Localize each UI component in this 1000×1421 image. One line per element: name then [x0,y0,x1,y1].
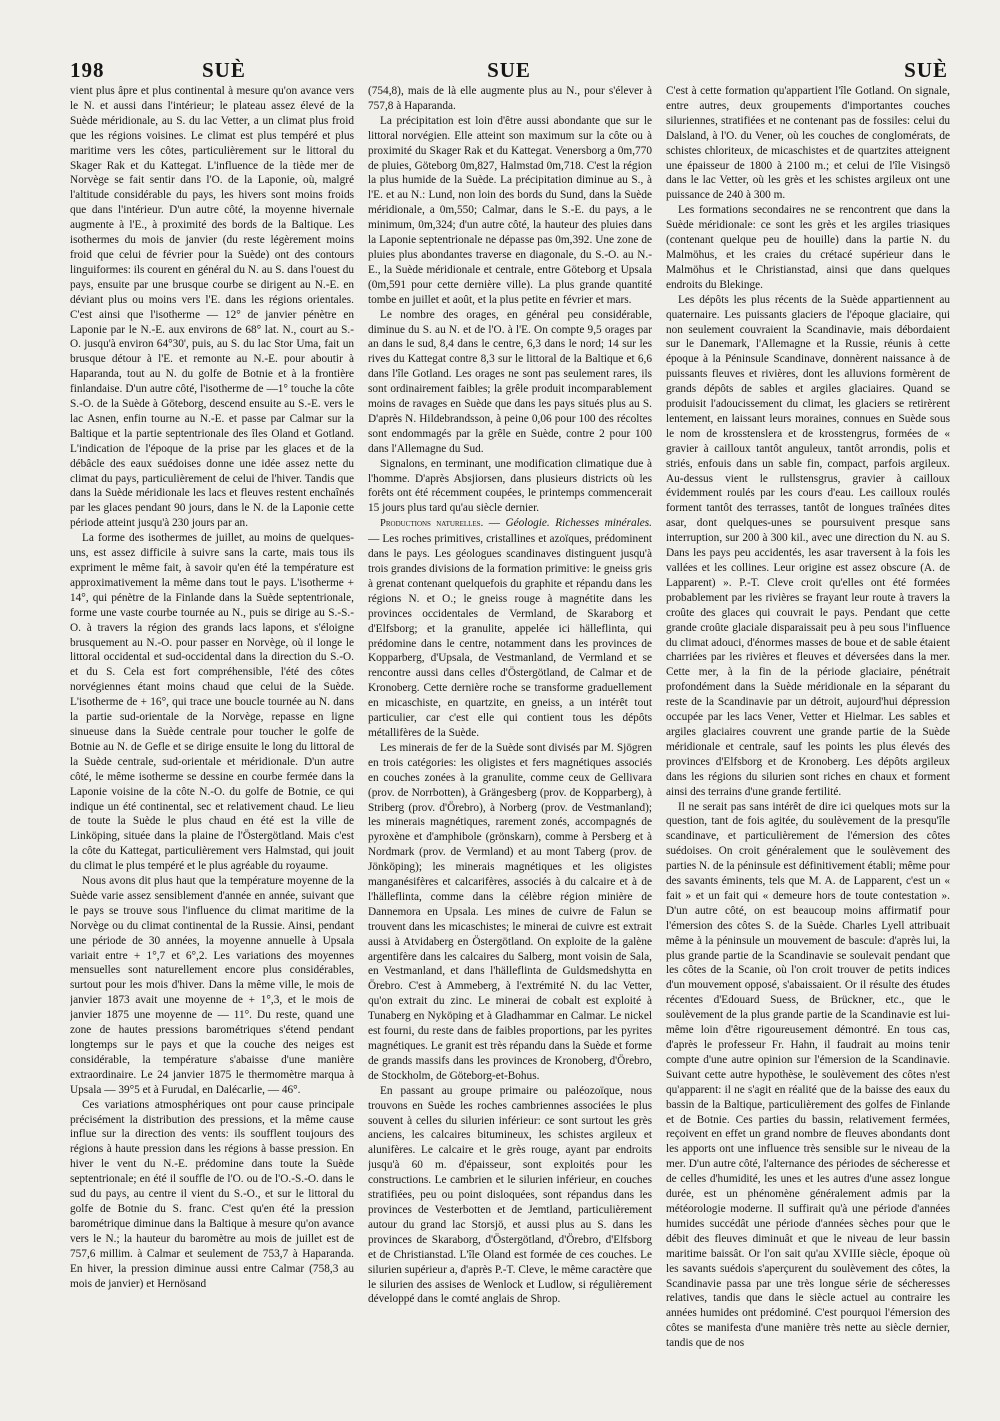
paragraph: La forme des isothermes de juillet, au moins de quelques-uns, est assez difficile à suivre sans la carte, mais tous ils expriment le même fait, à savoir qu'en été la température est approximativement la même dans tout le pays. L'isotherme + 14°, qui pénètre de la Finlande dans la Suède septentrionale, forme une vaste courbe tournée au N., puis se dirige au S.-S.-O. à travers la région des grands lacs lapons, et s'éloigne brusquement au N.-O. pour passer en Norvège, où il longe le littoral occidental et sud-occidental dans la direction du S.-O. et du S. Cela est fort compréhensible, l'été des côtes norvégiennes étant moins chaud que celui de la Suède. L'isotherme de + 16°, qui trace une boucle tournée au N. dans la partie sud-orientale de la Norvège, repasse en ligne sinueuse dans la Suède centrale pour toucher le golfe de Botnie au N. de Gefle et se dirige ensuite le long du littoral de la Suède centrale, sud-orientale et méridionale. D'un autre côté, le même isotherme se dessine en courbe fermée dans la Laponie voisine de la côte N.-O. du golfe de Botnie, ce qui indique un été continental, sec et relativement chaud. Le lieu de toute la Suède le plus chaud en été est la ville de Linköping, située dans la plaine de l'Östergötland. Mais c'est la côte du Kattegat, particulièrement vers Halmstad, qui jouit du climat le plus tempéré et le plus agréable du royaume. [70,532,354,873]
page-number: 198 [70,58,105,82]
section-heading: Productions naturelles. [380,518,484,530]
paragraph: La précipitation est loin d'être aussi abondante que sur le littoral norvégien. Elle atteint son maximum sur la côte ou à proximité du Skager Rak et du Kattegat. Venersborg a 0m,770 de pluies, Göteborg 0m,827, Halmstad 0m,718. C'est la région la plus humide de la Suède. La précipitation diminue au S., à l'E. et au N.: Lund, non loin des bords du Sund, dans la Suède méridionale, a 0m,550; Calmar, dans le S.-E. du pays, a le minimum, 0m,324; d'un autre côté, la hauteur des pluies dans la Laponie septentrionale ne dépasse pas 0m,392. Une zone de pluies plus abondantes traverse en diagonale, du S.-O. au N.-E., la Suède méridionale et centrale, entre Göteborg et Upsala (0m,591 pour cette dernière ville). La plus grande quantité tombe en juillet et août, et la plus petite en février et mars. [368,114,652,306]
paragraph: Les minerais de fer de la Suède sont divisés par M. Sjögren en trois catégories: les oligistes et fers magnétiques associés en couches zonées à la granulite, comme ceux de Gellivara (prov. de Norrbotten), à Grängesberg (prov. de Kopparberg), à Striberg (prov. d'Örebro), à Norberg (prov. de Vestmanland); les minerais magnétiques, rarement zonés, accompagnés de pyroxène et d'amphibole (grönskarn), comme à Persberg et à Nordmark (prov. de Vermland) et au mont Taberg (prov. de Jönköping); les minerais magnétiques et les oligistes manganésifères et calcarifères, associés à du calcaire et à de l'hälleflinta, comme dans la célèbre région minière de Dannemora en Upsala. Les mines de cuivre de Falun se trouvent dans les micaschistes; le minerai de cuivre est extrait aussi à Atvidaberg en Östergötland. On exploite de la galène argentifère dans les calcaires du Salberg, mont voisin de Sala, en Vestmanland, et dans l'hälleflinta de Guldsmedshytta en Örebro. C'est à Ammeberg, à l'extrémité N. du lac Vetter, qu'on extrait du zinc. Le minerai de cobalt est exploité à Tunaberg en Nyköping et à Gladhammar en Calmar. Le nickel est fourni, du reste dans de faibles proportions, par les pyrites magnétiques. Le granit est très répandu dans la Suède et forme de grands massifs dans les provinces de Kronoberg, d'Örebro, de Stockholm, de Göteborg-et-Bohus. [368,741,652,1082]
heading-dash: — [483,517,506,530]
paragraph: C'est à cette formation qu'appartient l'île Gotland. On signale, entre autres, deux groupements d'importantes couches siluriennes, stratifiées et ne contenant pas de fossiles: celui du Dalsland, à l'O. du Vener, où les couches de conglomérats, de schistes chloriteux, de micaschistes et de quartzites atteignent une épaisseur de 1800 à 2100 m.; et celui de l'île Visingsö dans le lac Vetter, où les grès et les schistes argileux ont une puissance de 240 à 300 m. [666,85,950,202]
paragraph: (754,8), mais de là elle augmente plus au N., pour s'élever à 757,8 à Haparanda. [368,85,652,112]
section-paragraph [368,516,652,741]
running-head-center: SUE [487,58,531,82]
paragraph: Il ne serait pas sans intérêt de dire ici quelques mots sur la question, tant de fois agitée, du soulèvement de la presqu'île scandinave, et particulièrement de l'émersion des côtes suédoises. On croit généralement que le soulèvement des parties N. de la péninsule est définitivement établi; même pour des savants éminents, tels que M. A. de Lapparent, c'est un « fait » et un fait qui « demeure hors de toute contestation ». D'un autre côté, on est beaucoup moins affirmatif pour l'émersion des côtes S. de la Suède. Charles Lyell attribuait même à la péninsule un mouvement de bascule: d'après lui, la plus grande partie de la Scandinavie se soulevait pendant que les côtes de la Scanie, où l'on croit trouver de petits indices d'un mouvement opposé, s'abaissaient. Or il résulte des études récentes d'Edouard Suess, de Brückner, etc., que le soulèvement de la plus grande partie de la Scandinavie est lui-même loin d'être rigoureusement démontré. En tous cas, d'après le professeur Fr. Hahn, il faudrait au moins tenir compte d'une autre opinion sur l'émersion de la Scandinavie. Suivant cette autre hypothèse, le soulèvement des côtes n'est qu'apparent: il ne s'agit en réalité que de la baisse des eaux du bassin de la Baltique, particulièrement des golfes de Finlande et de Botnie. Ces parties du bassin, relativement fermées, reçoivent en effet un grand nombre de fleuves abondants dont les apports ont une influence très sensible sur le niveau de la mer. D'un autre côté, l'alternance des périodes de sécheresse et de celles d'humidité, les unes et les autres d'une assez longue durée, est un phénomène généralement admis par la météorologie moderne. Il suffirait qu'à une période d'années humides succédât une période d'années sèches pour que le débit des fleuves diminuât et que le niveau de leur bassin maritime baissât. Or l'on sait qu'au XVIIIe siècle, époque où les savants suédois s'aperçurent du soulèvement des côtes, la Scandinavie passa par une très longue série de sécheresses relatives, tandis que dans le siècle actuel au contraire les années humides ont prédominé. C'est pourquoi l'émersion des côtes se manifesta d'une manière très nette au siècle dernier, tandis que de nos [666,800,950,1350]
paragraph: vient plus âpre et plus continental à mesure qu'on avance vers le N. et aussi dans l'intérieur; le plateau assez élevé de la Suède méridionale, au S. du lac Vetter, a un climat plus froid que les régions voisines. Le climat est plus tempéré et plus maritime vers les côtes, particulièrement sur le littoral du Skager Rak et du Kattegat. L'influence de la tiède mer de Norvège se fait sentir dans l'O. de la Laponie, où, malgré l'altitude considérable du pays, les hivers sont moins froids que dans l'intérieur. D'un autre côté, la moyenne hivernale augmente à l'E., à proximité des bords de la Baltique. Les isothermes du mois de janvier (du reste légèrement moins froid que celui de février pour la Suède) ont des contours linguiformes: ils courent en général du N. au S. dans l'ouest du pays, ensuite par une brusque courbe se dirigent au N.-E. en déviant plus ou moins vers l'E. dans les régions orientales. C'est ainsi que l'isotherme — 12° de janvier pénètre en Laponie par le N.-E. aux environs de 68° lat. N., court au S.-O. jusqu'à environ 64°30', puis, au S. du lac Stor Uma, fait un brusque détour à l'E. et remonte au N.-E. pour aboutir à Haparanda, tout au N. du golfe de Botnie et à la frontière finlandaise. D'un autre côté, l'isotherme de —1° touche la côte S.-O. de la Suède à Göteborg, descend ensuite au S.-E. vers le lac Asnen, enfin tourne au N.-E. et passe par Calmar sur la Baltique et la partie septentrionale des îles Oland et Gotland. L'indication de l'époque de la prise par les glaces et de la débâcle des eaux suédoises donne une idée assez nette du climat du pays, particulièrement de celui de l'hiver. Tandis que dans la Suède méridionale les lacs et fleuves restent enchaînés par les glaces pendant 90 jours, dans le N. de la Laponie cette période atteint jusqu'à 230 jours par an. [70,85,354,530]
section-subheading: Géologie. Richesses minérales. [505,517,652,530]
paragraph: Signalons, en terminant, une modification climatique due à l'homme. D'après Absjiorsen, dans plusieurs districts où les forêts ont été récemment coupées, le printemps commencerait 15 jours plus tard qu'au siècle dernier. [368,457,652,515]
text-column-1 [70,84,354,1374]
paragraph: Les formations secondaires ne se rencontrent que dans la Suède méridionale: ce sont les grès et les argiles triasiques (contenant quelque peu de houille) dans la partie N. du Malmöhus, et les craies du crétacé supérieur dans le Malmöhus et le Christianstad, ainsi que dans quelques endroits du Blekinge. [666,204,950,291]
running-head-right: SUÈ [904,58,948,82]
text-column-3 [666,84,950,1374]
paragraph: Les dépôts les plus récents de la Suède appartiennent au quaternaire. Les puissants glaciers de l'époque glaciaire, qui non seulement couvraient la Scandinavie, mais débordaient sur le Danemark, l'Allemagne et la Russie, réunis à cette époque à la Péninsule Scandinave, donnèrent naissance à de puissants fleuves et rivières, dont les alluvions formèrent de grands dépôts de sables et argiles glaciaires. Quand se produisit l'adoucissement du climat, les glaciers se retirèrent lentement, en laissant leurs moraines, connues en Suède sous le nom de krosstenslera et de krosstengrus, formées de « gravier à cailloux tantôt anguleux, tantôt arrondis, polis et striés, enfouis dans un sable fin, compact, parfois argileux. Au-dessus vient le rullstensgrus, gravier à cailloux évidemment roulés par les cours d'eau. Les cailloux roulés forment tantôt des terrasses, tantôt de longues traînées dites asar, dont quelques-unes se poursuivent presque sans interruption, sur 200 à 300 kil., avec une direction du N. au S. Dans les pays peu accidentés, les asar traversent à la fois les vallées et les collines. Leur origine est assez obscure (A. de Lapparent) ». P.-T. Cleve croit qu'elles ont été formées probablement par les rivières se frayant leur route à travers la croûte des glaces qui couvrait le pays. Pendant que cette grande croûte glaciale disparaissait peu à peu sous l'influence du climat adouci, d'énormes masses de boue et de sable étaient charriées par les rivières et fleuves et déversées dans la mer. Cette mer, à la fin de la période glaciaire, pénétrait profondément dans la Suède méridionale en la séparant du reste de la Scandinavie par un détroit, aujourd'hui dépression occupée par les lacs Vener, Vetter et Hielmar. Les sables et argiles glaciaires couvrent une grande partie de la Suède méridionale et centrale, sauf les points les plus élevés des provinces d'Elfsborg et de Kronoberg. Les dépôts argileux dans les régions du silurien sont riches en chaux et forment ainsi des terrains d'une grande fertilité. [666,293,950,798]
paragraph: En passant au groupe primaire ou paléozoïque, nous trouvons en Suède les roches cambriennes associées le plus souvent à celles du silurien inférieur: ce sont surtout les grès anciens, les calcaires bitumineux, les schistes argileux et alunifères. Le calcaire et le grès rouge, ayant par endroits jusqu'à 60 m. d'épaisseur, sont exploités pour les constructions. Le cambrien et le silurien inférieur, en couches stratifiées, peu ou point disloquées, sont répandus dans les provinces de Vesterbotten et de Jemtland, particulièrement autour du grand lac Storsjö, et aussi plus au S. dans les provinces de Skaraborg, d'Östergötland, d'Örebro, d'Elfsborg et de Christianstad. L'île Oland est formée de ces couches. Le silurien supérieur a, d'après P.-T. Cleve, le même caractère que le silurien des assises de Wenlock et Ludlow, si régulièrement développé dans le comté anglais de Shrop. [368,1084,652,1306]
paragraph: Ces variations atmosphériques ont pour cause principale précisément la distribution des pressions, et la même cause influe sur la direction des vents: ils soufflent toujours des régions à haute pression dans les régions à basse pression. En hiver le vent du N.-E. prédomine dans toute la Suède septentrionale; en été il souffle de l'O. ou de l'O.-S.-O. dans le sud du pays, au centre il vient du S.-O., et sur le littoral du golfe de Botnie du S. franc. C'est qu'en été la pression barométrique diminue dans la Baltique à mesure qu'on avance vers le N.; la hauteur du baromètre au mois de juillet est de 757,6 millim. à Calmar et seulement de 753,7 à Haparanda. En hiver, la pression diminue aussi entre Calmar (758,3 au mois de janvier) et Hernösand [70,1098,354,1290]
paragraph-text: — Les roches primitives, cristallines et azoïques, prédominent dans le pays. Les géologues scandinaves distinguent jusqu'à trois grandes divisions de la formation primitive: le gneiss gris à grenat contenant quelquefois du graphite et répandu dans les régions N. et O.; le gneiss rouge à magnétite dans les provinces occidentales de Vermland, de Skaraborg et d'Elfsborg; et la granulite, appelée ici hälleflinta, qui prédomine dans le centre, notamment dans les provinces de Kopparberg, d'Upsala, de Vestmanland, de Vermland et se rencontre aussi dans celles d'Östergötland, de Calmar et de Kronoberg. Cette dernière roche se transforme graduellement en micaschiste, en quartzite, en gneiss, a un intérêt tout particulier, car c'est elle qui contient tous les dépôts métallifères de la Suède. [368,533,652,739]
paragraph: Le nombre des orages, en général peu considérable, diminue du S. au N. et de l'O. à l'E. On compte 9,5 orages par an dans le sud, 8,4 dans le centre, 6,3 dans le nord; 14 sur les rives du Kattegat contre 8,3 sur le littoral de la Baltique et 6,6 dans l'île Gotland. Les orages ne sont pas seulement rares, ils sont ordinairement faibles; la grêle produit incomparablement moins de ravages en Suède que dans les pays situés plus au S. D'après N. Hildebrandsson, à peine 0,06 pour 100 des récoltes sont endommagés par la grêle en Suède, contre 2 pour 100 dans l'Allemagne du Sud. [368,308,652,455]
text-column-2 [368,84,652,1374]
paragraph: Nous avons dit plus haut que la température moyenne de la Suède varie assez sensiblement d'année en année, suivant que le pays se trouve sous l'influence du climat maritime de la Norvège ou du climat continental de la Russie. Ainsi, pendant une période de 30 années, la moyenne annuelle à Upsala variait entre + 1°,7 et 6°,2. Les variations des moyennes mensuelles sont naturellement encore plus considérables, surtout pour les mois d'hiver. Dans la même ville, le mois de janvier 1873 avait une moyenne de + 1°,3, et le mois de janvier 1875 une moyenne de — 11°. Du reste, quand une zone de hautes pressions barométriques s'étend pendant longtemps sur le pays et que la couche des neiges est considérable, la température s'abaisse d'une manière extraordinaire. Le 24 janvier 1875 le thermomètre marqua à Upsala — 39°5 et à Furudal, en Dalécarlie, — 46°. [70,875,354,1096]
running-head-left: SUÈ [202,58,246,82]
